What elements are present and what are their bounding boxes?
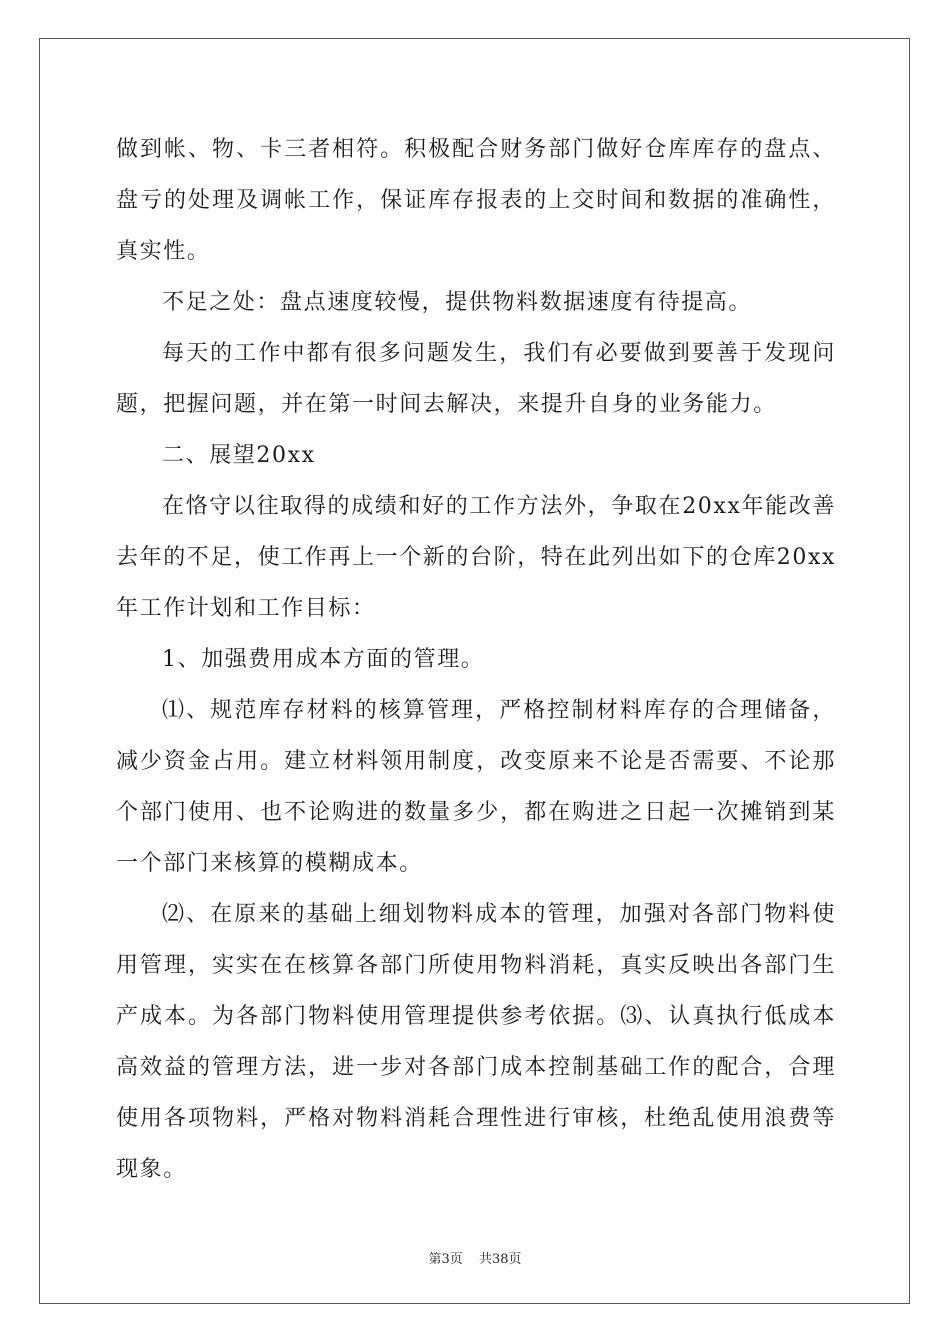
paragraph-continuation: 做到帐、物、卡三者相符。积极配合财务部门做好仓库库存的盘点、盘亏的处理及调帐工作，保证库存报表的上交时间和数据的准确性，真实性。 <box>116 137 836 264</box>
paragraph-daily-problems: 每天的工作中都有很多问题发生，我们有必要做到要善于发现问题，把握问题，并在第一时间去解决，来提升自身的业务能力。 <box>116 341 836 417</box>
paragraph-plan-intro: 在恪守以往取得的成绩和好的工作方法外，争取在20xx年能改善去年的不足，使工作再上一个新的台阶，特在此列出如下的仓库20xx年工作计划和工作目标： <box>116 494 837 621</box>
subitem-2-material-cost: ⑵、在原来的基础上细划物料成本的管理，加强对各部门物料使用管理，实实在在核算各部门所使用物料消耗，真实反映出各部门生产成本。为各部门物料使用管理提供参考依据。⑶、认真执行低成本高效益的管理方法，进一步对各部门成本控制基础工作的配合，合理使用各项物料，严格对物料消耗合理性进行审核，杜绝乱使用浪费等现象。 <box>116 902 836 1182</box>
paragraph-shortcomings: 不足之处：盘点速度较慢，提供物料数据速度有待提高。 <box>162 290 753 315</box>
page-number: 第3页 <box>428 1252 463 1267</box>
page-footer <box>0 1248 950 1267</box>
list-item-cost-management: 1、加强费用成本方面的管理。 <box>162 647 485 672</box>
document-body <box>116 124 836 1195</box>
section-heading-outlook: 二、展望20xx <box>162 443 316 468</box>
subitem-1-inventory-accounting: ⑴、规范库存材料的核算管理，严格控制材料库存的合理储备，减少资金占用。建立材料领用制度，改变原来不论是否需要、不论那个部门使用、也不论购进的数量多少，都在购进之日起一次摊销到某一个部门来核算的模糊成本。 <box>116 698 836 876</box>
total-pages: 共38页 <box>478 1252 522 1267</box>
